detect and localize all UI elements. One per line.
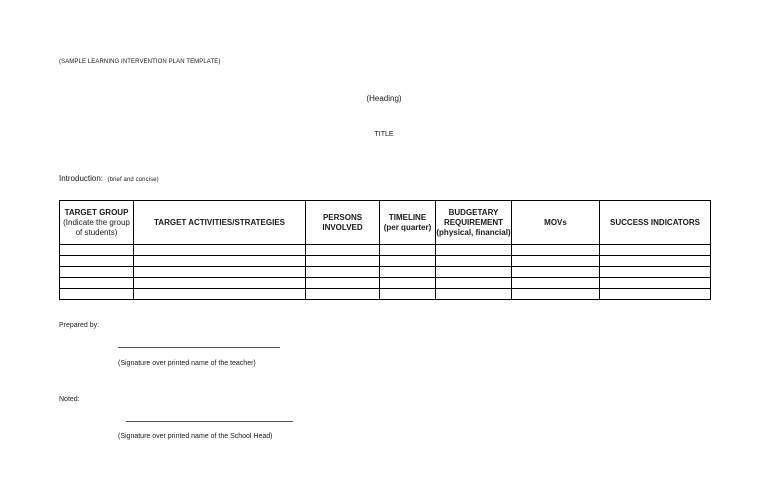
introduction-label: Introduction:: [59, 174, 104, 183]
prepared-by-label: Prepared by:: [59, 322, 100, 329]
table-cell[interactable]: [380, 267, 436, 278]
table-cell[interactable]: [134, 256, 306, 267]
intervention-plan-table: [59, 200, 711, 300]
table-cell[interactable]: [600, 278, 711, 289]
table-cell[interactable]: [380, 289, 436, 300]
table-cell[interactable]: [306, 278, 380, 289]
table-cell[interactable]: [134, 278, 306, 289]
heading-placeholder: (Heading): [366, 94, 402, 103]
col-title: TARGET GROUP: [64, 207, 129, 217]
col-title: SUCCESS INDICATORS: [610, 217, 700, 227]
table-cell[interactable]: [436, 256, 512, 267]
table-cell[interactable]: [60, 278, 134, 289]
table-row: [60, 256, 711, 267]
table-cell[interactable]: [512, 278, 600, 289]
col-title: MOVs: [544, 217, 567, 227]
table-cell[interactable]: [436, 245, 512, 256]
table-cell[interactable]: [512, 256, 600, 267]
col-target-activities: [134, 201, 306, 245]
table-cell[interactable]: [512, 267, 600, 278]
col-subtitle: (per quarter): [383, 222, 432, 232]
teacher-signature-line[interactable]: [118, 347, 280, 348]
table-cell[interactable]: [600, 267, 711, 278]
table-cell[interactable]: [380, 278, 436, 289]
col-timeline: [380, 201, 436, 245]
table-cell[interactable]: [134, 245, 306, 256]
table-cell[interactable]: [600, 256, 711, 267]
col-title: BUDGETARY REQUIREMENT: [443, 207, 504, 227]
table-cell[interactable]: [436, 267, 512, 278]
table-cell[interactable]: [60, 256, 134, 267]
table-cell[interactable]: [306, 256, 380, 267]
table-cell[interactable]: [60, 289, 134, 300]
col-movs: [512, 201, 600, 245]
col-target-group: [60, 201, 134, 245]
school-head-signature-caption: (Signature over printed name of the School Head): [118, 433, 273, 440]
noted-label: Noted:: [59, 396, 80, 403]
table-cell[interactable]: [60, 245, 134, 256]
table-cell[interactable]: [512, 245, 600, 256]
teacher-signature-caption: (Signature over printed name of the teacher): [118, 360, 256, 367]
table-cell[interactable]: [306, 267, 380, 278]
table-cell[interactable]: [134, 289, 306, 300]
col-persons-involved: [306, 201, 380, 245]
title-placeholder: TITLE: [374, 131, 394, 138]
table-cell[interactable]: [380, 245, 436, 256]
table-cell[interactable]: [600, 289, 711, 300]
table-row: [60, 278, 711, 289]
table-cell[interactable]: [436, 278, 512, 289]
table-row: [60, 245, 711, 256]
col-success-indicators: [600, 201, 711, 245]
table-cell[interactable]: [436, 289, 512, 300]
introduction: [59, 168, 159, 186]
introduction-note: (brief and concise): [107, 177, 159, 183]
table-cell[interactable]: [60, 267, 134, 278]
table-cell[interactable]: [380, 256, 436, 267]
table-cell[interactable]: [600, 245, 711, 256]
school-head-signature-line[interactable]: [126, 421, 293, 422]
table-cell[interactable]: [306, 289, 380, 300]
col-subtitle: (Indicate the group of students): [63, 217, 130, 237]
table-header-row: [60, 201, 711, 245]
template-label: (SAMPLE LEARNING INTERVENTION PLAN TEMPLATE): [59, 59, 221, 65]
table-row: [60, 289, 711, 300]
table-cell[interactable]: [306, 245, 380, 256]
col-title: TARGET ACTIVITIES/STRATEGIES: [154, 217, 285, 227]
col-subtitle: (physical, financial): [436, 227, 511, 237]
col-title: TIMELINE: [388, 212, 427, 222]
col-title: PERSONS INVOLVED: [322, 212, 363, 232]
table-row: [60, 267, 711, 278]
table-cell[interactable]: [512, 289, 600, 300]
table-cell[interactable]: [134, 267, 306, 278]
col-budgetary-requirement: [436, 201, 512, 245]
